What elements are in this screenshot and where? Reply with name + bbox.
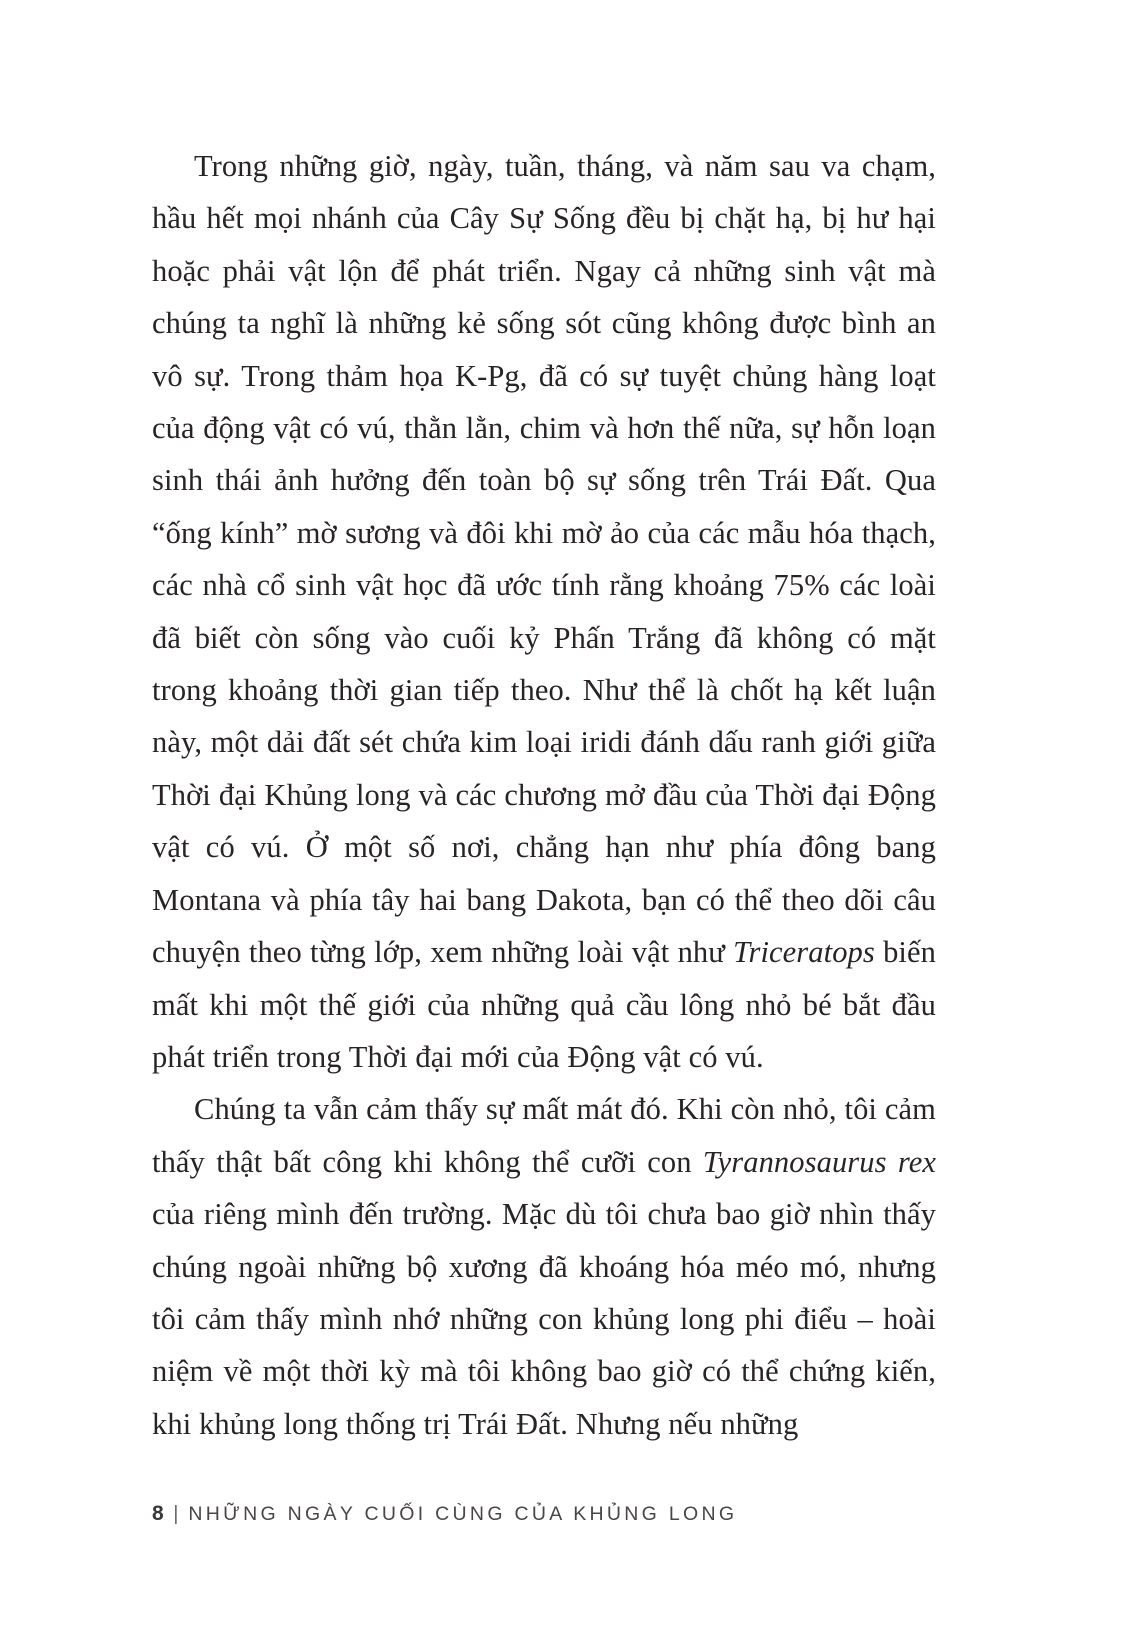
paragraph-2 — [152, 1083, 936, 1450]
paragraph-1-text-part-2: biến mất khi một thế giới của những quả cầu lông nhỏ bé bắt đầu phát triển trong Thời đại mới của Động vật có vú. — [152, 935, 936, 1074]
page-footer — [152, 1502, 936, 1526]
paragraph-2-text-part-1: Chúng ta vẫn cảm thấy sự mất mát đó. Khi còn nhỏ, tôi cảm thấy thật bất công khi không thể cưỡi con — [152, 1092, 936, 1179]
paragraph-2-text-part-2: của riêng mình đến trường. Mặc dù tôi chưa bao giờ nhìn thấy chúng ngoài những bộ xương đã khoáng hóa méo mó, nhưng tôi cảm thấy mình nhớ những con khủng long phi điểu – hoài niệm về một thời kỳ mà tôi không bao giờ có thể chứng kiến, khi khủng long thống trị Trái Đất. Nhưng nếu những — [152, 1197, 936, 1441]
page-number: 8 — [152, 1502, 165, 1525]
paragraph-1-text-part-1: Trong những giờ, ngày, tuần, tháng, và năm sau va chạm, hầu hết mọi nhánh của Cây Sự Sống đều bị chặt hạ, bị hư hại hoặc phải vật lộn để phát triển. Ngay cả những sinh vật mà chúng ta nghĩ là những kẻ sống sót cũng không được bình an vô sự. Trong thảm họa K-Pg, đã có sự tuyệt chủng hàng loạt của động vật có vú, thằn lằn, chim và hơn thế nữa, sự hỗn loạn sinh thái ảnh hưởng đến toàn bộ sự sống trên Trái Đất. Qua “ống kính” mờ sương và đôi khi mờ ảo của các mẫu hóa thạch, các nhà cổ sinh vật học đã ước tính rằng khoảng 75% các loài đã biết còn sống vào cuối kỷ Phấn Trắng đã không có mặt trong khoảng thời gian tiếp theo. Như thể là chốt hạ kết luận này, một dải đất sét chứa kim loại iridi đánh dấu ranh giới giữa Thời đại Khủng long và các chương mở đầu của Thời đại Động vật có vú. Ở một số nơi, chẳng hạn như phía đông bang Montana và phía tây hai bang Dakota, bạn có thể theo dõi câu chuyện theo từng lớp, xem những loài vật như — [152, 149, 936, 970]
footer-separator: | — [173, 1503, 179, 1525]
paragraph-2-italic-species-name: Tyrannosaurus rex — [702, 1144, 936, 1179]
running-head-title: NHỮNG NGÀY CUỐI CÙNG CỦA KHỦNG LONG — [188, 1503, 738, 1525]
paragraph-1-italic-species-name: Triceratops — [733, 935, 875, 970]
paragraph-1 — [152, 140, 936, 1083]
page-text-column — [152, 140, 936, 1450]
